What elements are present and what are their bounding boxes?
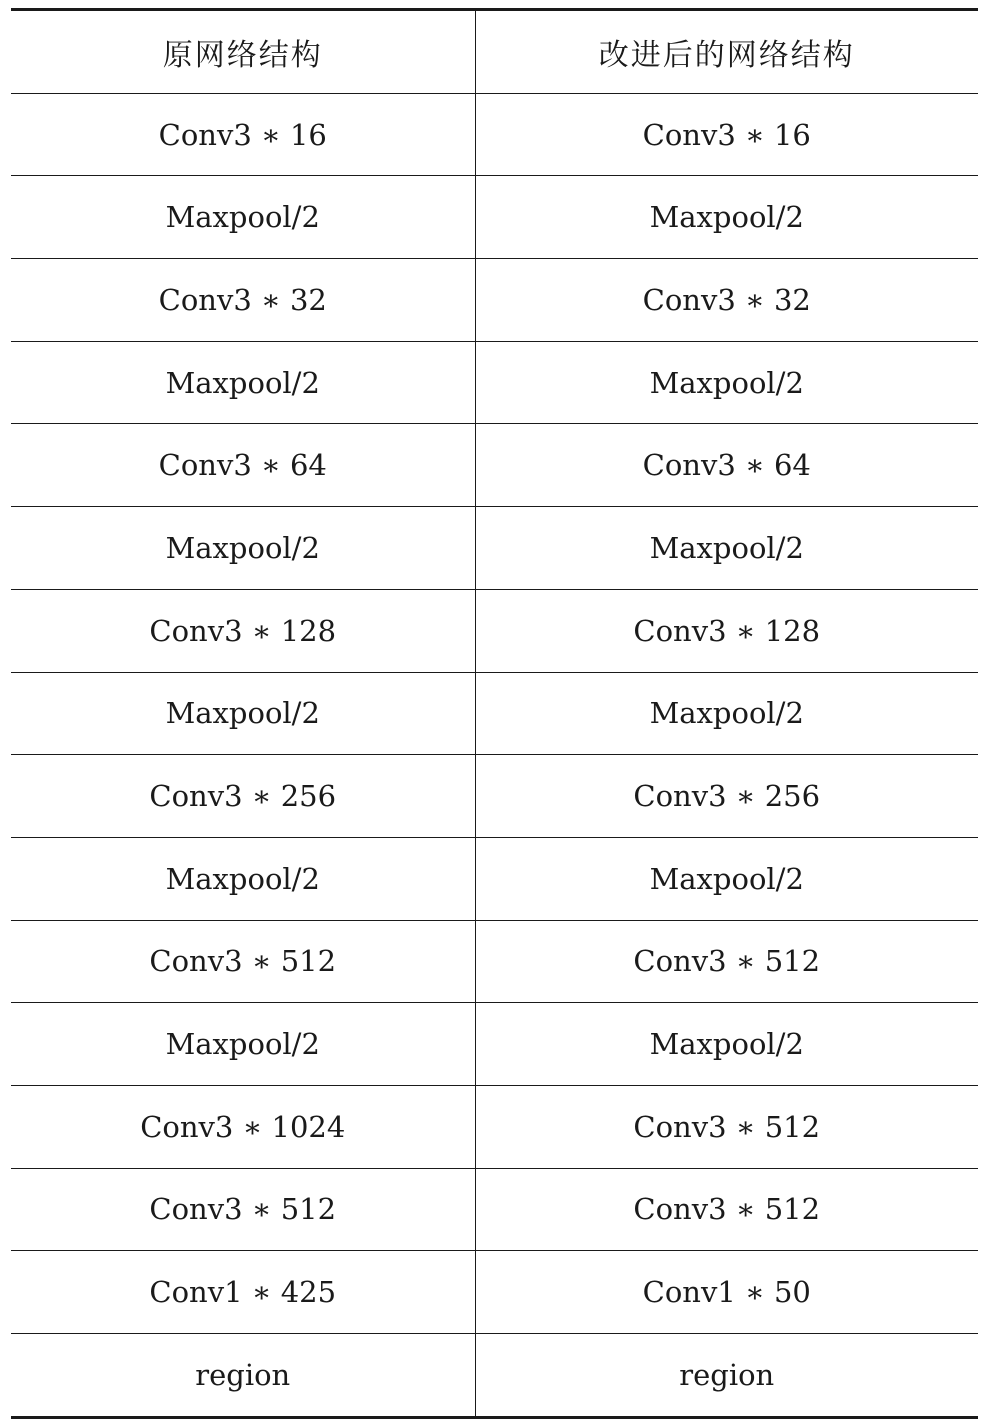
cell-improved: Conv3 ∗ 128 <box>475 589 978 672</box>
cell-original: Conv3 ∗ 128 <box>11 589 475 672</box>
cell-original: Conv1 ∗ 425 <box>11 1251 475 1334</box>
cell-improved: Conv3 ∗ 256 <box>475 755 978 838</box>
cell-improved: Maxpool/2 <box>475 672 978 755</box>
cell-improved: Conv3 ∗ 16 <box>475 93 978 176</box>
cell-improved: Conv3 ∗ 512 <box>475 1085 978 1168</box>
cell-improved: Conv3 ∗ 512 <box>475 1168 978 1251</box>
network-comparison-table-wrapper <box>11 8 978 1419</box>
table-row <box>11 176 978 259</box>
cell-original: Maxpool/2 <box>11 341 475 424</box>
network-comparison-table <box>11 8 978 1419</box>
table-row <box>11 1168 978 1251</box>
cell-original: Maxpool/2 <box>11 176 475 259</box>
table-row <box>11 1003 978 1086</box>
cell-improved: Maxpool/2 <box>475 837 978 920</box>
cell-improved: Conv3 ∗ 512 <box>475 920 978 1003</box>
cell-improved: Conv3 ∗ 32 <box>475 259 978 342</box>
cell-improved: Conv1 ∗ 50 <box>475 1251 978 1334</box>
table-row <box>11 1085 978 1168</box>
table-row <box>11 1334 978 1418</box>
cell-original: Maxpool/2 <box>11 837 475 920</box>
header-original-network: 原网络结构 <box>11 10 475 94</box>
table-row <box>11 341 978 424</box>
table-row <box>11 837 978 920</box>
cell-original: region <box>11 1334 475 1418</box>
cell-improved: Conv3 ∗ 64 <box>475 424 978 507</box>
cell-improved: Maxpool/2 <box>475 507 978 590</box>
cell-improved: Maxpool/2 <box>475 176 978 259</box>
table-body <box>11 93 978 1417</box>
header-improved-network: 改进后的网络结构 <box>475 10 978 94</box>
cell-original: Conv3 ∗ 1024 <box>11 1085 475 1168</box>
cell-original: Conv3 ∗ 32 <box>11 259 475 342</box>
header-row <box>11 10 978 94</box>
cell-original: Maxpool/2 <box>11 1003 475 1086</box>
cell-improved: Maxpool/2 <box>475 341 978 424</box>
table-row <box>11 755 978 838</box>
cell-improved: Maxpool/2 <box>475 1003 978 1086</box>
cell-original: Conv3 ∗ 16 <box>11 93 475 176</box>
cell-original: Conv3 ∗ 512 <box>11 920 475 1003</box>
table-row <box>11 1251 978 1334</box>
cell-improved: region <box>679 1357 775 1392</box>
cell-original: Maxpool/2 <box>11 672 475 755</box>
table-row <box>11 424 978 507</box>
table-row <box>11 259 978 342</box>
table-row <box>11 672 978 755</box>
table-row <box>11 507 978 590</box>
table-row <box>11 93 978 176</box>
table-row <box>11 589 978 672</box>
table-row <box>11 920 978 1003</box>
cell-original: Conv3 ∗ 64 <box>11 424 475 507</box>
cell-original: Maxpool/2 <box>11 507 475 590</box>
cell-original: Conv3 ∗ 256 <box>11 755 475 838</box>
table-header <box>11 10 978 94</box>
cell-original: Conv3 ∗ 512 <box>11 1168 475 1251</box>
